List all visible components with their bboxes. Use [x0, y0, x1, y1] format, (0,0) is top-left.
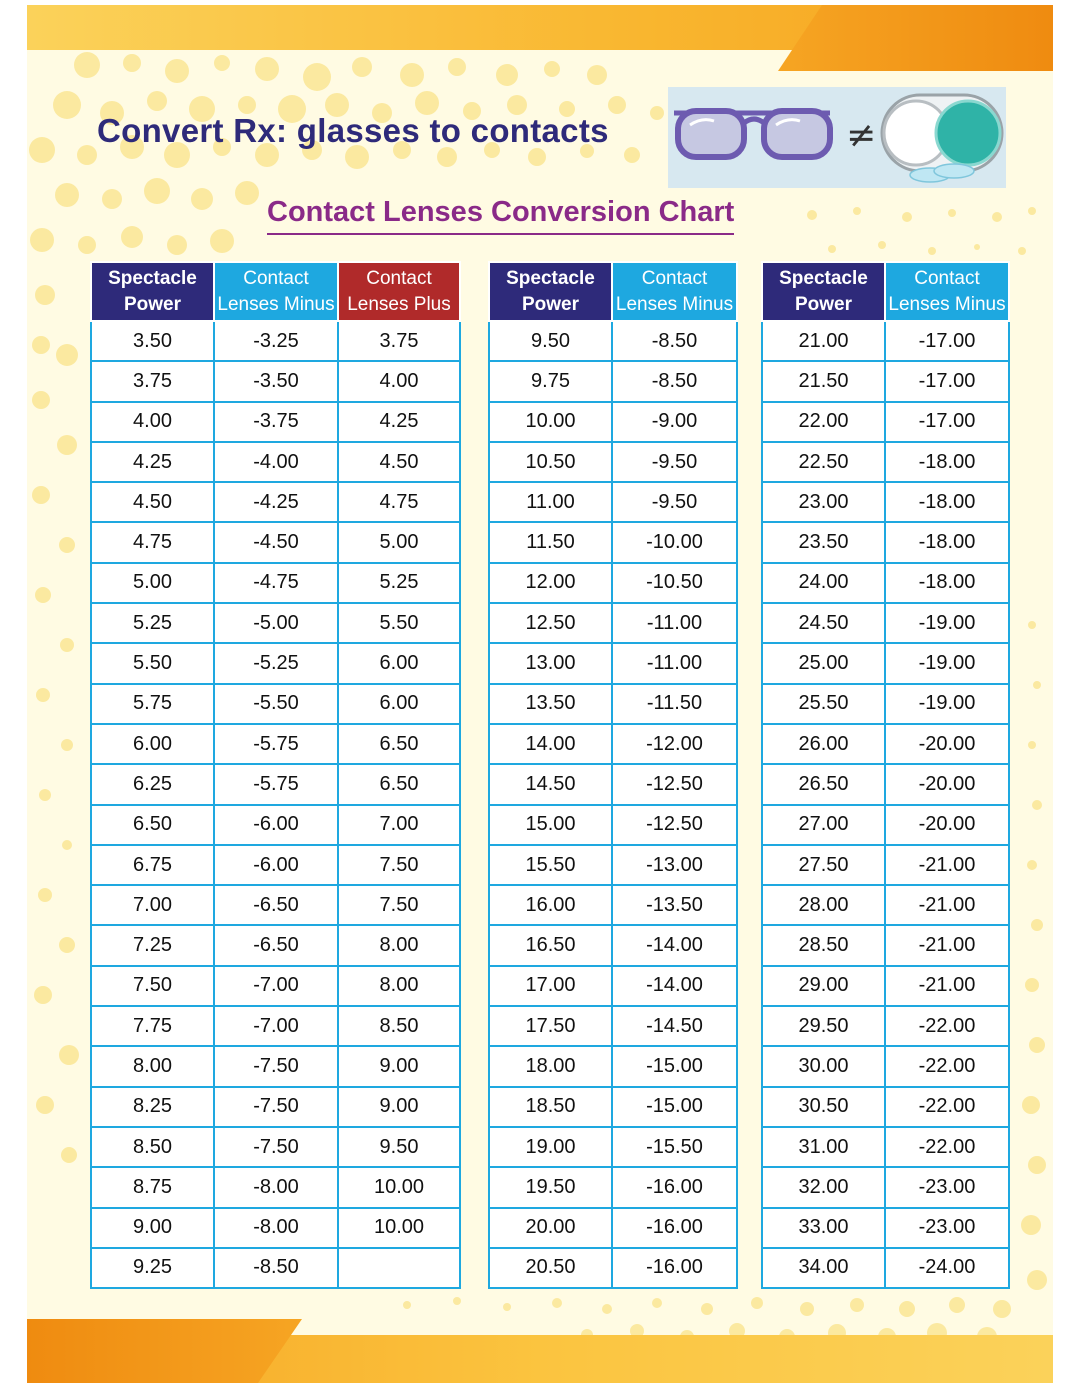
- table-row: [762, 563, 1009, 603]
- cell-contact-lenses-minus: -16.00: [612, 1248, 737, 1288]
- cell-contact-lenses-minus: -4.75: [214, 563, 338, 603]
- cell-spectacle-power: 7.25: [91, 925, 214, 965]
- cell-spectacle-power: 6.50: [91, 805, 214, 845]
- top-right-accent: [778, 5, 1053, 71]
- cell-contact-lenses-plus: 4.50: [338, 442, 460, 482]
- cell-contact-lenses-minus: -19.00: [885, 643, 1009, 683]
- cell-spectacle-power: 22.50: [762, 442, 885, 482]
- cell-spectacle-power: 3.75: [91, 361, 214, 401]
- cell-contact-lenses-minus: -17.00: [885, 321, 1009, 361]
- table-row: [489, 321, 737, 361]
- conversion-table-1: [90, 261, 461, 1289]
- cell-spectacle-power: 29.50: [762, 1006, 885, 1046]
- table-row: [91, 1127, 460, 1167]
- cell-contact-lenses-plus: 10.00: [338, 1208, 460, 1248]
- table-header-row: [489, 262, 737, 321]
- cell-spectacle-power: 19.50: [489, 1167, 612, 1207]
- table-row: [489, 402, 737, 442]
- header-contact-lenses-plus: Contact Lenses Plus: [338, 262, 460, 321]
- cell-contact-lenses-minus: -19.00: [885, 603, 1009, 643]
- cell-contact-lenses-minus: -11.00: [612, 603, 737, 643]
- table-row: [91, 1046, 460, 1086]
- table-row: [91, 805, 460, 845]
- cell-contact-lenses-minus: -4.50: [214, 522, 338, 562]
- cell-contact-lenses-minus: -18.00: [885, 563, 1009, 603]
- table-row: [489, 684, 737, 724]
- cell-spectacle-power: 20.00: [489, 1208, 612, 1248]
- cell-contact-lenses-minus: -22.00: [885, 1046, 1009, 1086]
- cell-spectacle-power: 6.25: [91, 764, 214, 804]
- table-row: [762, 321, 1009, 361]
- cell-contact-lenses-minus: -5.25: [214, 643, 338, 683]
- conversion-table-2: [488, 261, 738, 1289]
- cell-contact-lenses-plus: 5.25: [338, 563, 460, 603]
- table-row: [489, 1127, 737, 1167]
- cell-spectacle-power: 22.00: [762, 402, 885, 442]
- table-row: [762, 361, 1009, 401]
- cell-contact-lenses-minus: -18.00: [885, 522, 1009, 562]
- cell-spectacle-power: 8.50: [91, 1127, 214, 1167]
- cell-contact-lenses-minus: -22.00: [885, 1127, 1009, 1167]
- table-row: [489, 1248, 737, 1288]
- cell-contact-lenses-minus: -9.00: [612, 402, 737, 442]
- cell-spectacle-power: 34.00: [762, 1248, 885, 1288]
- cell-contact-lenses-minus: -15.00: [612, 1087, 737, 1127]
- cell-spectacle-power: 8.75: [91, 1167, 214, 1207]
- table-row: [91, 1208, 460, 1248]
- table-row: [762, 1006, 1009, 1046]
- cell-contact-lenses-minus: -5.00: [214, 603, 338, 643]
- table-row: [762, 522, 1009, 562]
- cell-contact-lenses-minus: -24.00: [885, 1248, 1009, 1288]
- cell-spectacle-power: 4.25: [91, 442, 214, 482]
- cell-contact-lenses-minus: -8.00: [214, 1208, 338, 1248]
- table-row: [489, 764, 737, 804]
- table-row: [489, 361, 737, 401]
- chart-subtitle: Contact Lenses Conversion Chart: [267, 196, 734, 235]
- table-row: [91, 522, 460, 562]
- cell-spectacle-power: 30.50: [762, 1087, 885, 1127]
- table-row: [91, 643, 460, 683]
- cell-spectacle-power: 13.50: [489, 684, 612, 724]
- table-row: [762, 925, 1009, 965]
- table-row: [762, 1087, 1009, 1127]
- cell-contact-lenses-minus: -13.00: [612, 845, 737, 885]
- table-row: [762, 845, 1009, 885]
- table-row: [762, 1046, 1009, 1086]
- cell-contact-lenses-plus: 3.75: [338, 321, 460, 361]
- cell-spectacle-power: 9.25: [91, 1248, 214, 1288]
- cell-contact-lenses-plus: 9.00: [338, 1046, 460, 1086]
- cell-contact-lenses-plus: [338, 1248, 460, 1288]
- table-row: [762, 1248, 1009, 1288]
- cell-spectacle-power: 10.50: [489, 442, 612, 482]
- page-title: Convert Rx: glasses to contacts: [97, 112, 609, 149]
- cell-contact-lenses-minus: -20.00: [885, 805, 1009, 845]
- cell-spectacle-power: 4.00: [91, 402, 214, 442]
- cell-contact-lenses-plus: 8.00: [338, 966, 460, 1006]
- cell-spectacle-power: 3.50: [91, 321, 214, 361]
- table-row: [91, 361, 460, 401]
- cell-contact-lenses-plus: 7.50: [338, 885, 460, 925]
- table-row: [489, 805, 737, 845]
- cell-spectacle-power: 21.00: [762, 321, 885, 361]
- cell-contact-lenses-plus: 7.00: [338, 805, 460, 845]
- cell-contact-lenses-minus: -6.50: [214, 885, 338, 925]
- cell-contact-lenses-minus: -14.50: [612, 1006, 737, 1046]
- eyeglasses-icon: [674, 111, 830, 157]
- bottom-left-accent: [27, 1319, 302, 1383]
- table-row: [762, 402, 1009, 442]
- table-row: [489, 1167, 737, 1207]
- cell-spectacle-power: 26.50: [762, 764, 885, 804]
- cell-spectacle-power: 8.00: [91, 1046, 214, 1086]
- table-row: [91, 966, 460, 1006]
- cell-spectacle-power: 30.00: [762, 1046, 885, 1086]
- table-row: [489, 482, 737, 522]
- cell-contact-lenses-minus: -11.50: [612, 684, 737, 724]
- cell-contact-lenses-plus: 4.00: [338, 361, 460, 401]
- cell-contact-lenses-minus: -6.50: [214, 925, 338, 965]
- cell-spectacle-power: 29.00: [762, 966, 885, 1006]
- cell-spectacle-power: 5.00: [91, 563, 214, 603]
- glasses-vs-contacts-illustration: [668, 87, 1006, 188]
- cell-spectacle-power: 18.00: [489, 1046, 612, 1086]
- cell-spectacle-power: 19.00: [489, 1127, 612, 1167]
- cell-contact-lenses-plus: 9.50: [338, 1127, 460, 1167]
- cell-spectacle-power: 25.50: [762, 684, 885, 724]
- cell-contact-lenses-minus: -8.50: [612, 321, 737, 361]
- cell-contact-lenses-minus: -15.00: [612, 1046, 737, 1086]
- table-row: [762, 885, 1009, 925]
- cell-spectacle-power: 26.00: [762, 724, 885, 764]
- cell-contact-lenses-minus: -21.00: [885, 885, 1009, 925]
- cell-spectacle-power: 31.00: [762, 1127, 885, 1167]
- cell-contact-lenses-minus: -7.50: [214, 1087, 338, 1127]
- cell-contact-lenses-minus: -5.75: [214, 724, 338, 764]
- cell-spectacle-power: 7.00: [91, 885, 214, 925]
- table-row: [91, 1087, 460, 1127]
- cell-contact-lenses-plus: 7.50: [338, 845, 460, 885]
- table-row: [91, 482, 460, 522]
- table-row: [91, 563, 460, 603]
- table-row: [762, 643, 1009, 683]
- cell-spectacle-power: 28.00: [762, 885, 885, 925]
- cell-spectacle-power: 27.00: [762, 805, 885, 845]
- cell-contact-lenses-minus: -8.00: [214, 1167, 338, 1207]
- table-header-row: [91, 262, 460, 321]
- cell-contact-lenses-minus: -17.00: [885, 402, 1009, 442]
- cell-spectacle-power: 15.50: [489, 845, 612, 885]
- cell-spectacle-power: 15.00: [489, 805, 612, 845]
- cell-contact-lenses-minus: -7.50: [214, 1127, 338, 1167]
- cell-spectacle-power: 7.50: [91, 966, 214, 1006]
- cell-contact-lenses-plus: 6.00: [338, 684, 460, 724]
- cell-spectacle-power: 16.00: [489, 885, 612, 925]
- cell-contact-lenses-minus: -9.50: [612, 442, 737, 482]
- cell-contact-lenses-minus: -19.00: [885, 684, 1009, 724]
- cell-contact-lenses-plus: 6.00: [338, 643, 460, 683]
- cell-spectacle-power: 9.75: [489, 361, 612, 401]
- cell-spectacle-power: 5.25: [91, 603, 214, 643]
- cell-contact-lenses-minus: -23.00: [885, 1208, 1009, 1248]
- cell-spectacle-power: 6.75: [91, 845, 214, 885]
- cell-contact-lenses-plus: 5.50: [338, 603, 460, 643]
- table-row: [489, 1208, 737, 1248]
- table-row: [91, 442, 460, 482]
- header-contact-lenses-minus: Contact Lenses Minus: [612, 262, 737, 321]
- cell-contact-lenses-minus: -12.00: [612, 724, 737, 764]
- cell-contact-lenses-minus: -21.00: [885, 966, 1009, 1006]
- cell-spectacle-power: 14.50: [489, 764, 612, 804]
- cell-contact-lenses-plus: 5.00: [338, 522, 460, 562]
- cell-contact-lenses-minus: -16.00: [612, 1167, 737, 1207]
- cell-contact-lenses-plus: 4.75: [338, 482, 460, 522]
- table-row: [762, 482, 1009, 522]
- table-row: [762, 1127, 1009, 1167]
- cell-spectacle-power: 7.75: [91, 1006, 214, 1046]
- cell-contact-lenses-minus: -12.50: [612, 764, 737, 804]
- cell-spectacle-power: 5.75: [91, 684, 214, 724]
- table-row: [762, 764, 1009, 804]
- cell-spectacle-power: 18.50: [489, 1087, 612, 1127]
- cell-spectacle-power: 12.50: [489, 603, 612, 643]
- cell-contact-lenses-minus: -3.25: [214, 321, 338, 361]
- cell-spectacle-power: 33.00: [762, 1208, 885, 1248]
- table-row: [489, 966, 737, 1006]
- cell-contact-lenses-minus: -21.00: [885, 925, 1009, 965]
- cell-contact-lenses-minus: -18.00: [885, 482, 1009, 522]
- poster: [27, 5, 1053, 1383]
- cell-spectacle-power: 24.50: [762, 603, 885, 643]
- cell-contact-lenses-minus: -8.50: [612, 361, 737, 401]
- table-row: [762, 603, 1009, 643]
- table-row: [489, 1006, 737, 1046]
- cell-contact-lenses-minus: -14.00: [612, 966, 737, 1006]
- cell-spectacle-power: 4.75: [91, 522, 214, 562]
- contact-lens-case-icon: [882, 95, 1002, 182]
- table-row: [91, 684, 460, 724]
- cell-contact-lenses-minus: -10.50: [612, 563, 737, 603]
- cell-contact-lenses-minus: -6.00: [214, 805, 338, 845]
- table-row: [762, 1167, 1009, 1207]
- table-row: [489, 442, 737, 482]
- cell-contact-lenses-minus: -3.75: [214, 402, 338, 442]
- table-row: [489, 563, 737, 603]
- cell-contact-lenses-plus: 4.25: [338, 402, 460, 442]
- table-row: [489, 845, 737, 885]
- table-row: [91, 402, 460, 442]
- cell-spectacle-power: 5.50: [91, 643, 214, 683]
- cell-spectacle-power: 6.00: [91, 724, 214, 764]
- table-row: [91, 1167, 460, 1207]
- cell-spectacle-power: 20.50: [489, 1248, 612, 1288]
- cell-contact-lenses-plus: 6.50: [338, 764, 460, 804]
- table-row: [489, 1046, 737, 1086]
- cell-spectacle-power: 9.00: [91, 1208, 214, 1248]
- header-contact-lenses-minus: Contact Lenses Minus: [885, 262, 1009, 321]
- cell-contact-lenses-minus: -9.50: [612, 482, 737, 522]
- cell-spectacle-power: 12.00: [489, 563, 612, 603]
- cell-spectacle-power: 16.50: [489, 925, 612, 965]
- cell-contact-lenses-plus: 8.00: [338, 925, 460, 965]
- cell-spectacle-power: 9.50: [489, 321, 612, 361]
- cell-contact-lenses-minus: -18.00: [885, 442, 1009, 482]
- cell-contact-lenses-minus: -21.00: [885, 845, 1009, 885]
- cell-contact-lenses-minus: -23.00: [885, 1167, 1009, 1207]
- table-row: [762, 1208, 1009, 1248]
- cell-spectacle-power: 23.50: [762, 522, 885, 562]
- table-row: [489, 603, 737, 643]
- cell-contact-lenses-minus: -4.00: [214, 442, 338, 482]
- cell-spectacle-power: 13.00: [489, 643, 612, 683]
- table-row: [489, 925, 737, 965]
- cell-spectacle-power: 23.00: [762, 482, 885, 522]
- cell-contact-lenses-minus: -7.00: [214, 966, 338, 1006]
- table-row: [489, 885, 737, 925]
- header-spectacle-power: Spectacle Power: [489, 262, 612, 321]
- cell-contact-lenses-minus: -15.50: [612, 1127, 737, 1167]
- cell-contact-lenses-minus: -22.00: [885, 1006, 1009, 1046]
- conversion-table-3: [761, 261, 1010, 1289]
- table-row: [489, 724, 737, 764]
- cell-contact-lenses-minus: -20.00: [885, 764, 1009, 804]
- cell-contact-lenses-minus: -12.50: [612, 805, 737, 845]
- table-row: [762, 966, 1009, 1006]
- cell-contact-lenses-minus: -16.00: [612, 1208, 737, 1248]
- cell-spectacle-power: 21.50: [762, 361, 885, 401]
- header-spectacle-power: Spectacle Power: [762, 262, 885, 321]
- cell-contact-lenses-minus: -8.50: [214, 1248, 338, 1288]
- cell-contact-lenses-minus: -3.50: [214, 361, 338, 401]
- header-spectacle-power: Spectacle Power: [91, 262, 214, 321]
- cell-spectacle-power: 17.50: [489, 1006, 612, 1046]
- cell-contact-lenses-minus: -5.50: [214, 684, 338, 724]
- cell-contact-lenses-minus: -13.50: [612, 885, 737, 925]
- table-row: [91, 321, 460, 361]
- cell-contact-lenses-minus: -7.00: [214, 1006, 338, 1046]
- table-row: [762, 805, 1009, 845]
- cell-contact-lenses-minus: -22.00: [885, 1087, 1009, 1127]
- cell-contact-lenses-plus: 6.50: [338, 724, 460, 764]
- cell-contact-lenses-minus: -5.75: [214, 764, 338, 804]
- cell-contact-lenses-plus: 10.00: [338, 1167, 460, 1207]
- cell-spectacle-power: 14.00: [489, 724, 612, 764]
- table-row: [91, 1248, 460, 1288]
- cell-contact-lenses-plus: 8.50: [338, 1006, 460, 1046]
- cell-spectacle-power: 28.50: [762, 925, 885, 965]
- table-row: [762, 684, 1009, 724]
- table-row: [762, 442, 1009, 482]
- table-row: [762, 724, 1009, 764]
- table-row: [91, 925, 460, 965]
- cell-spectacle-power: 32.00: [762, 1167, 885, 1207]
- cell-spectacle-power: 27.50: [762, 845, 885, 885]
- table-row: [91, 764, 460, 804]
- cell-contact-lenses-minus: -11.00: [612, 643, 737, 683]
- table-row: [91, 885, 460, 925]
- table-row: [489, 643, 737, 683]
- cell-contact-lenses-minus: -4.25: [214, 482, 338, 522]
- cell-spectacle-power: 4.50: [91, 482, 214, 522]
- cell-spectacle-power: 11.00: [489, 482, 612, 522]
- not-equal-symbol: ≠: [846, 115, 877, 156]
- table-row: [91, 724, 460, 764]
- cell-contact-lenses-minus: -7.50: [214, 1046, 338, 1086]
- table-row: [489, 1087, 737, 1127]
- cell-spectacle-power: 8.25: [91, 1087, 214, 1127]
- table-row: [91, 845, 460, 885]
- cell-contact-lenses-plus: 9.00: [338, 1087, 460, 1127]
- cell-spectacle-power: 17.00: [489, 966, 612, 1006]
- cell-spectacle-power: 25.00: [762, 643, 885, 683]
- cell-spectacle-power: 10.00: [489, 402, 612, 442]
- cell-contact-lenses-minus: -17.00: [885, 361, 1009, 401]
- cell-spectacle-power: 11.50: [489, 522, 612, 562]
- table-row: [91, 603, 460, 643]
- table-header-row: [762, 262, 1009, 321]
- cell-spectacle-power: 24.00: [762, 563, 885, 603]
- table-row: [489, 522, 737, 562]
- header-contact-lenses-minus: Contact Lenses Minus: [214, 262, 338, 321]
- cell-contact-lenses-minus: -6.00: [214, 845, 338, 885]
- cell-contact-lenses-minus: -10.00: [612, 522, 737, 562]
- table-row: [91, 1006, 460, 1046]
- cell-contact-lenses-minus: -14.00: [612, 925, 737, 965]
- cell-contact-lenses-minus: -20.00: [885, 724, 1009, 764]
